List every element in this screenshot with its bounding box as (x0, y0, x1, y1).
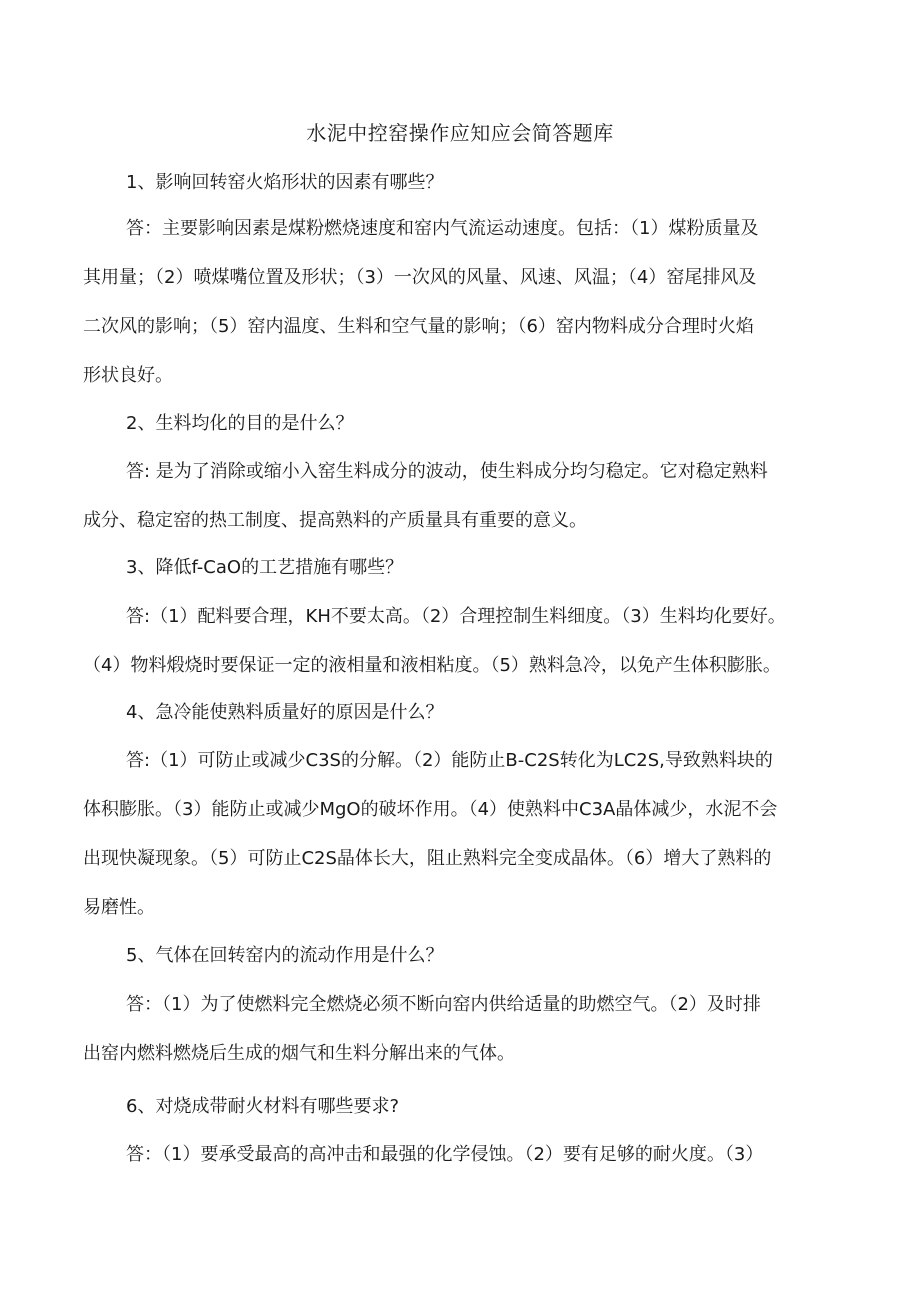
answer-1 (83, 214, 843, 391)
answer-3 (83, 602, 843, 681)
answer-2 (83, 457, 843, 536)
answer-line: 答: 是为了消除或缩小入窑生料成分的波动，使生料成分均匀稳定。它对稳定熟料 (126, 461, 768, 482)
question-3: 3、降低f-CaO的工艺措施有哪些？ (126, 557, 404, 578)
answer-line: 成分、稳定窑的热工制度、提高熟料的产质量具有重要的意义。 (83, 510, 587, 531)
answer-line: 答：（1）要承受最高的高冲击和最强的化学侵蚀。（2）要有足够的耐火度。（3） (126, 1144, 764, 1165)
answer-line: 出窑内燃料燃烧后生成的烟气和生料分解出来的气体。 (83, 1043, 515, 1064)
question-2: 2、生料均化的目的是什么？ (126, 413, 354, 434)
answer-line: 形状良好。 (83, 365, 173, 386)
question-5: 5、气体在回转窑内的流动作用是什么？ (126, 945, 444, 966)
page-title: 水泥中控窑操作应知应会简答题库 (306, 121, 614, 145)
answer-line: 二次风的影响；（5）窑内温度、生料和空气量的影响；（6）窑内物料成分合理时火焰 (83, 316, 754, 337)
answer-line: 其用量；（2）喷煤嘴位置及形状；（3）一次风的风量、风速、风温；（4）窑尾排风及 (83, 267, 757, 288)
answer-line: 体积膨胀。（3）能防止或减少MgO的破坏作用。（4）使熟料中C3A晶体减少，水泥不会 (83, 799, 778, 820)
answer-5 (83, 990, 843, 1069)
question-4: 4、急冷能使熟料质量好的原因是什么？ (126, 702, 444, 723)
answer-line: 答:（1）配料要合理，KH不要太高。（2）合理控制生料细度。（3）生料均化要好。 (126, 606, 786, 627)
answer-line: 答：（1）为了使燃料完全燃烧必须不断向窑内供给适量的助燃空气。（2）及时排 (126, 994, 761, 1015)
answer-line: 易磨性。 (83, 897, 155, 918)
question-6: 6、对烧成带耐火材料有哪些要求? (126, 1096, 400, 1117)
answer-line: 答：主要影响因素是煤粉燃烧速度和窑内气流运动速度。包括：（1）煤粉质量及 (126, 218, 759, 239)
answer-line: 出现快凝现象。（5）可防止C2S晶体长大，阻止熟料完全变成晶体。（6）增大了熟料的 (83, 848, 772, 869)
answer-4 (83, 746, 843, 923)
answer-line: 答:（1）可防止或减少C3S的分解。（2）能防止B-C2S转化为LC2S,导致熟料块的 (126, 750, 773, 771)
question-1: 1、影响回转窑火焰形状的因素有哪些？ (126, 172, 444, 193)
answer-line: （4）物料煅烧时要保证一定的液相量和液相粘度。（5）熟料急冷，以免产生体积膨胀。 (83, 655, 781, 676)
answer-6 (83, 1140, 843, 1170)
